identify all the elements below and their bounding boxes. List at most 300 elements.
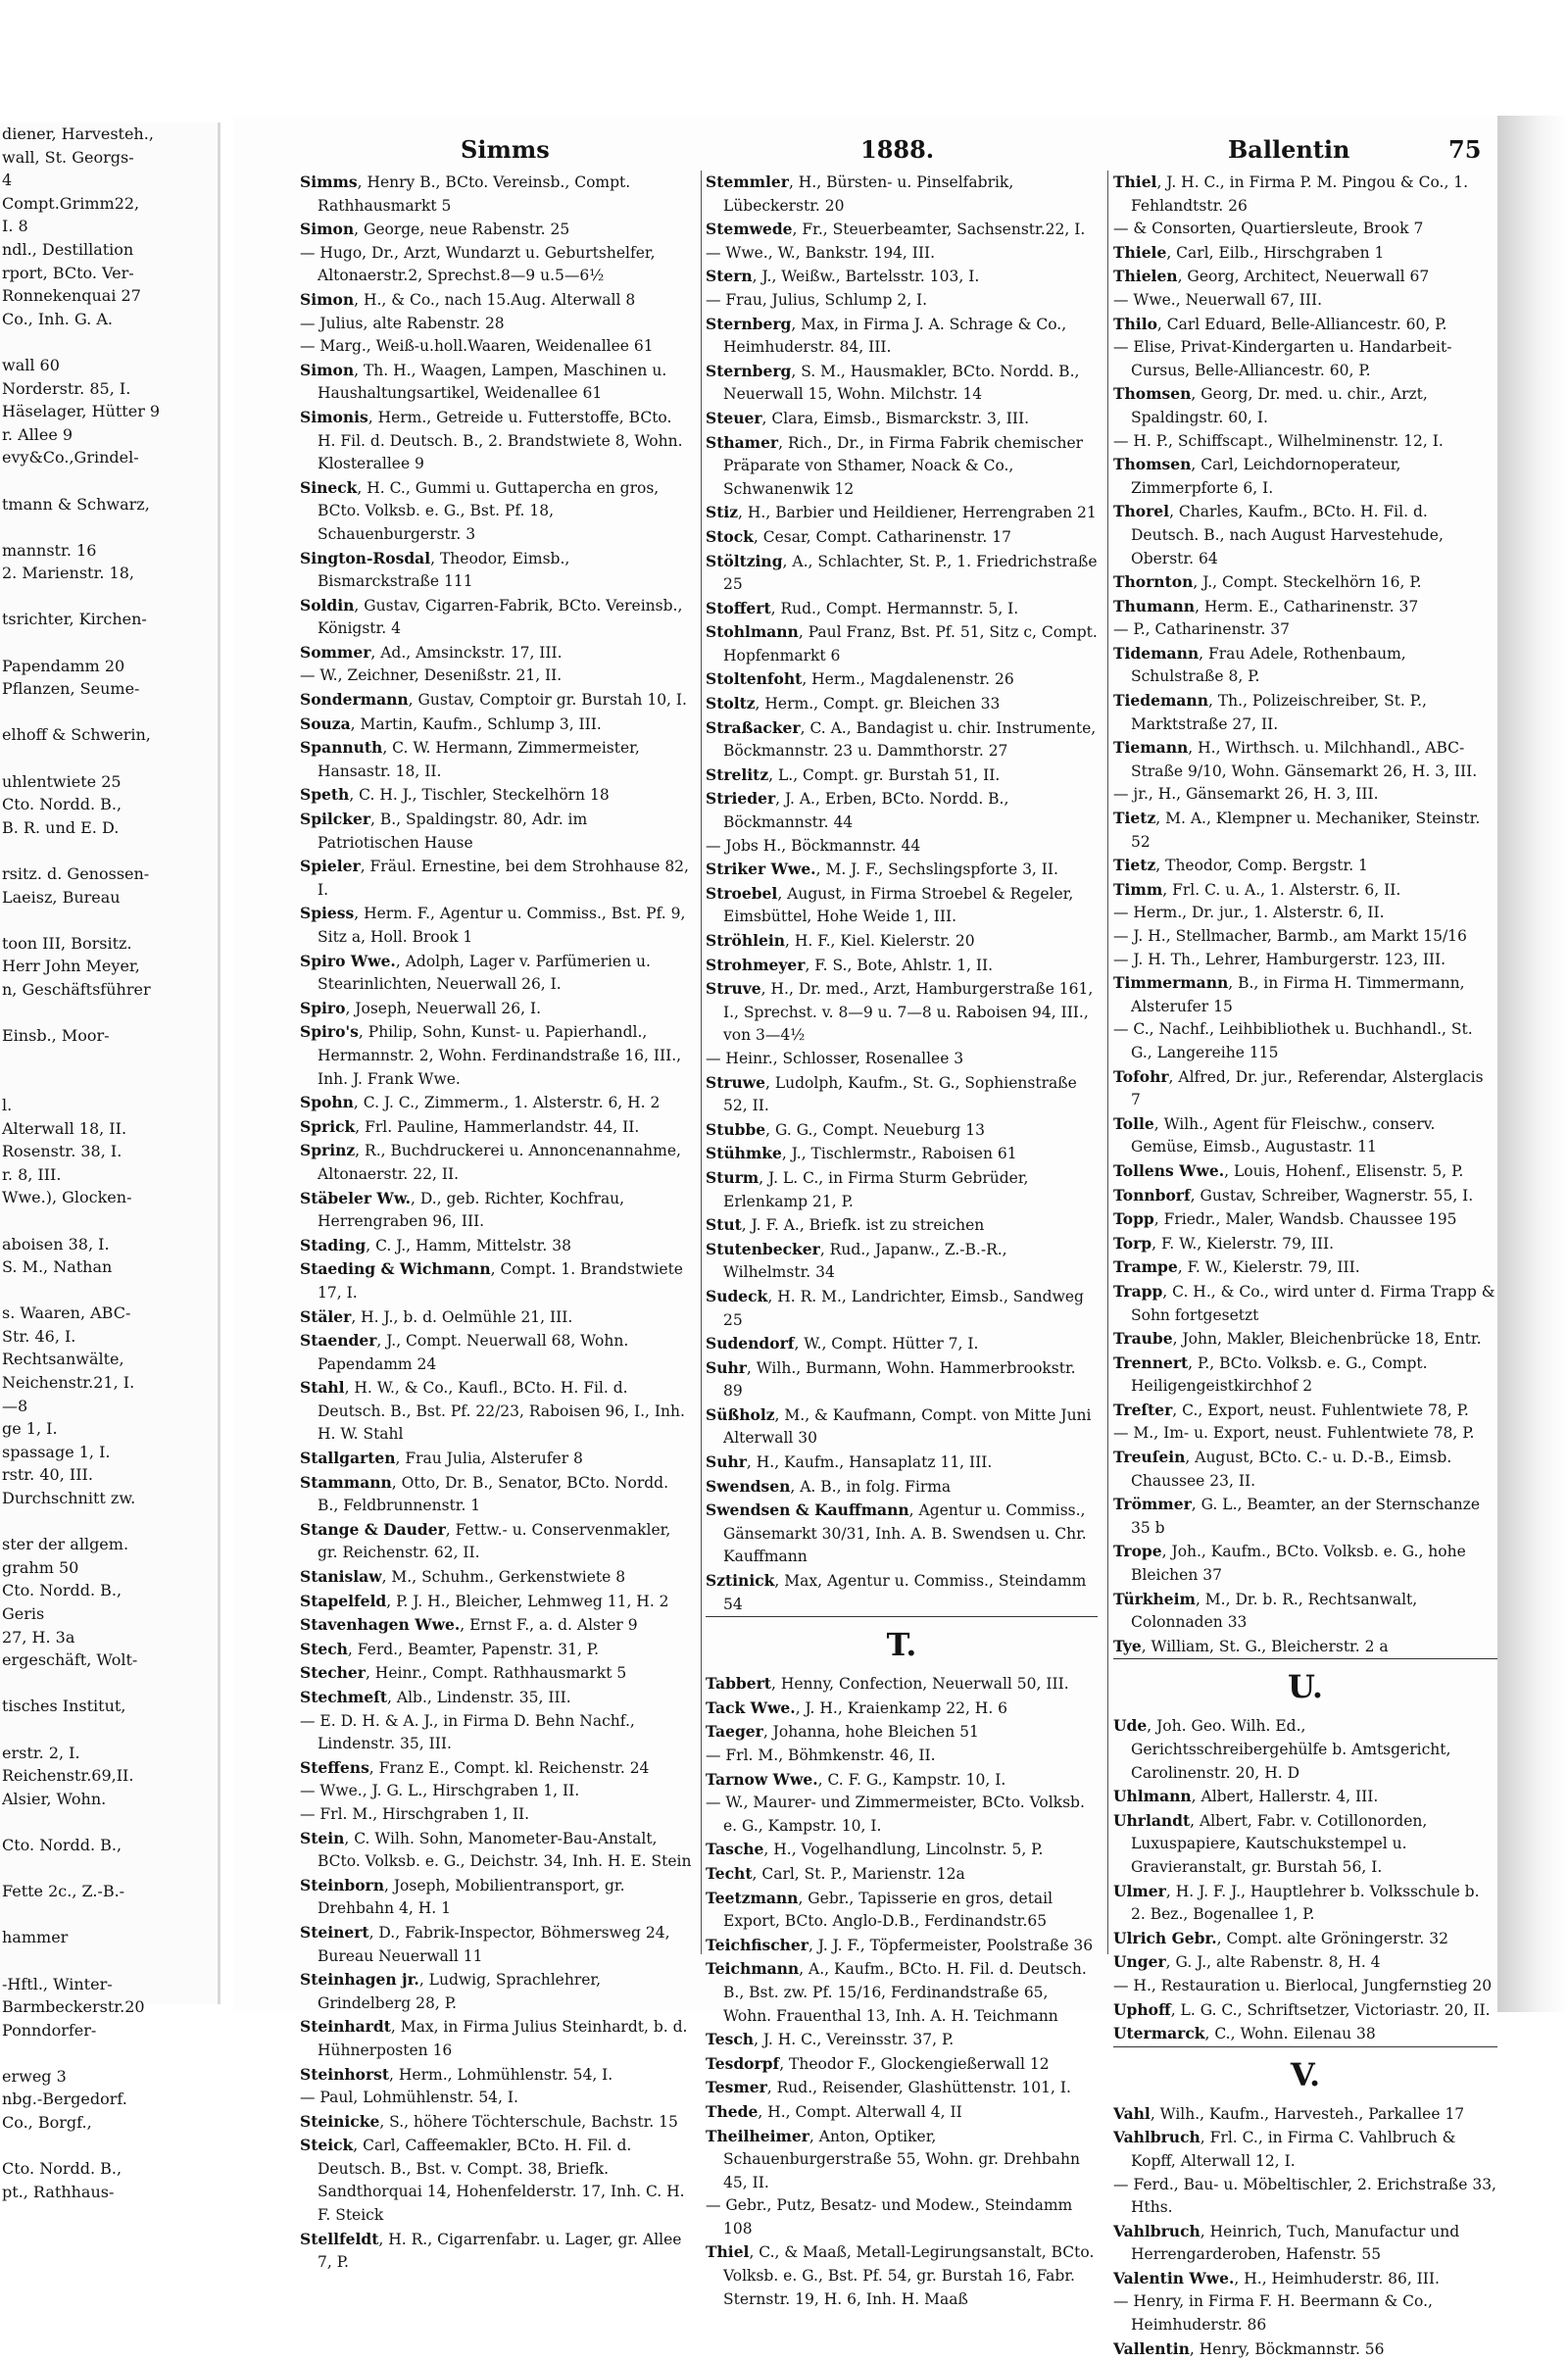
directory-entry: Tollens Wwe., Louis, Hohenf., Elisenstr. 5, P. xyxy=(1113,1160,1464,1180)
entry-name: Sington-Rosdal xyxy=(300,548,431,567)
directory-entry: Tasche, H., Vogelhandlung, Lincolnstr. 5, P. xyxy=(706,1840,1044,1859)
column-divider xyxy=(1107,171,1108,1954)
entry-name: Stock xyxy=(706,526,754,546)
directory-entry: Tietz, M. A., Klempner u. Mechaniker, Steinstr. 52 xyxy=(1113,809,1481,851)
entry-name: Ströhlein xyxy=(706,931,786,950)
left-fragment-line xyxy=(0,2203,218,2227)
left-fragment-line: B. R. und E. D. xyxy=(2,817,120,837)
entry-name: Simonis xyxy=(300,407,368,426)
left-fragment-line: S. M., Nathan xyxy=(2,1257,113,1277)
year-heading: 1888. xyxy=(860,135,935,164)
left-fragment-line: Co., Borgf., xyxy=(2,2113,92,2133)
directory-entry: Tesch, J. H. C., Vereinsstr. 37, P. xyxy=(706,2030,955,2049)
left-fragment-line: Geris xyxy=(2,1604,45,1623)
directory-entry: Sztinick, Max, Agentur u. Commiss., Steindamm 54 xyxy=(706,1571,1087,1613)
directory-entry: Suhr, H., Kaufm., Hansaplatz 11, III. xyxy=(706,1452,993,1472)
entry-name: Stoffert xyxy=(706,598,771,617)
entry-name: Swendsen xyxy=(706,1476,791,1496)
left-fragment-line xyxy=(0,631,218,655)
directory-entry: Sommer, Ad., Amsinckstr. 17, III. xyxy=(300,642,563,662)
entry-name: Stöltzing xyxy=(706,551,783,570)
entry-name: Strelitz xyxy=(706,764,769,784)
directory-entry: Taeger, Johanna, hohe Bleichen 51 xyxy=(706,1722,979,1742)
directory-entry: Teetzmann, Gebr., Tapisserie en gros, detail Export, BCto. Anglo-D.B., Ferdinandstr.65 xyxy=(706,1888,1054,1931)
left-fragment-line xyxy=(0,516,218,539)
left-fragment-line: rstr. 40, III. xyxy=(2,1465,93,1485)
directory-entry: Thede, H., Compt. Alterwall 4, II xyxy=(706,2101,962,2121)
entry-name: Steick xyxy=(300,2136,354,2155)
entry-name: Teetzmann xyxy=(706,1888,799,1907)
directory-entry: Vahlbruch, Heinrich, Tuch, Manufactur und Herrengarderoben, Hafenstr. 55 xyxy=(1113,2221,1460,2264)
directory-entry: Vallentin, Henry, Böckmannstr. 56 xyxy=(1113,2338,1385,2358)
entry-name: Vallentin xyxy=(1113,2338,1190,2358)
directory-entry: — & Consorten, Quartiersleute, Brook 7 xyxy=(1113,220,1424,238)
directory-entry: Simms, Henry B., BCto. Vereinsb., Compt. Rathhausmarkt 5 xyxy=(300,172,631,215)
directory-entry: Tack Wwe., J. H., Kraienkamp 22, H. 6 xyxy=(706,1697,1008,1717)
left-fragment-line: Herr John Meyer, xyxy=(2,957,140,976)
directory-entry: Techt, Carl, St. P., Marienstr. 12a xyxy=(706,1863,965,1883)
entry-name: Sineck xyxy=(300,477,358,497)
entry-name: Stroebel xyxy=(706,883,778,903)
entry-name: Sommer xyxy=(300,642,371,662)
directory-entry: Stoltenfoht, Herm., Magdalenenstr. 26 xyxy=(706,669,1014,689)
directory-entry: — Frl. M., Böhmkenstr. 46, II. xyxy=(706,1746,936,1764)
left-fragment-line: hammer xyxy=(2,1928,69,1947)
entry-name: Vahlbruch xyxy=(1113,2221,1200,2240)
directory-entry: Stellfeldt, H. R., Cigarrenfabr. u. Lager, gr. Allee 7, P. xyxy=(300,2229,682,2272)
directory-entry: Trömmer, G. L., Beamter, an der Sternschanze 35 b xyxy=(1113,1495,1481,1537)
entry-name: Sudendorf xyxy=(706,1334,795,1353)
directory-entry: Treſter, C., Export, neust. Fuhlentwiete 78, P. xyxy=(1113,1400,1469,1419)
directory-entry: Teichfischer, J. J. F., Töpfermeister, Poolstraße 36 xyxy=(706,1935,1094,1954)
section-rule xyxy=(1113,1658,1497,1659)
entry-name: Speth xyxy=(300,785,350,805)
left-fragment-line: Barmbeckerstr.20 xyxy=(2,1997,145,2017)
directory-entry: Spieler, Fräul. Ernestine, bei dem Strohhause 82, I. xyxy=(300,857,689,899)
entry-name: Stapelfeld xyxy=(300,1591,387,1610)
entry-name: Steinborn xyxy=(300,1875,384,1894)
directory-entry: Stechmeſt, Alb., Lindenstr. 35, III. xyxy=(300,1688,571,1706)
directory-entry: Tonnborf, Gustav, Schreiber, Wagnerstr. 55, I. xyxy=(1113,1185,1474,1205)
directory-entry: Strieder, J. A., Erben, BCto. Nordd. B., Böckmannstr. 44 xyxy=(706,789,1009,832)
entry-name: Thielen xyxy=(1113,267,1178,286)
running-head-left: Simms xyxy=(461,135,550,164)
left-fragment-line: Durchschnitt zw. xyxy=(2,1489,136,1508)
left-fragment-line: evy&Co.,Grindel- xyxy=(2,448,139,467)
left-fragment-line: aboisen 38, I. xyxy=(2,1234,110,1254)
directory-entry: Thiel, C., & Maaß, Metall-Legirungsanstalt, BCto. Volksb. e. G., Bst. Pf. 54, gr. Burstah 16, Fabr. Sternstr. 19, H. 6, Inh. H. Maaß xyxy=(706,2242,1095,2308)
entry-name: Spieler xyxy=(300,857,361,876)
directory-entry: Stiz, H., Barbier und Heildiener, Herrengraben 21 xyxy=(706,503,1097,522)
left-fragment-line: tmann & Schwarz, xyxy=(2,494,150,514)
directory-entry: — Wwe., Neuerwall 67, III. xyxy=(1113,290,1323,309)
section-letter: U. xyxy=(1287,1668,1324,1706)
left-fragment-line: tsrichter, Kirchen- xyxy=(2,610,147,629)
directory-entry: Stapelfeld, P. J. H., Bleicher, Lehmweg 11, H. 2 xyxy=(300,1591,669,1610)
directory-entry: Tiedemann, Th., Polizeischreiber, St. P., Marktstraße 27, II. xyxy=(1113,691,1427,733)
directory-entry: Thumann, Herm. E., Catharinenstr. 37 xyxy=(1113,596,1419,615)
directory-entry: Steffens, Franz E., Compt. kl. Reichenstr. 24 xyxy=(300,1757,650,1777)
left-fragment-line xyxy=(0,1279,218,1303)
directory-entry: — W., Maurer- und Zimmermeister, BCto. Volksb. e. G., Kampstr. 10, I. xyxy=(706,1794,1085,1835)
left-fragment-line xyxy=(0,909,218,932)
entry-name: Valentin Wwe. xyxy=(1113,2268,1235,2287)
entry-name: Staender xyxy=(300,1331,377,1351)
entry-name: Stäler xyxy=(300,1306,352,1326)
entry-name: Tesdorpf xyxy=(706,2053,780,2073)
entry-name: Tofohr xyxy=(1113,1066,1169,1086)
directory-entry: Swendsen & Kauffmann, Agentur u. Commiss., Gänsemarkt 30/31, Inh. A. B. Swendsen u. Chr. Kauffmann xyxy=(706,1500,1087,1566)
entry-name: Stubbe xyxy=(706,1119,766,1139)
entry-name: Trope xyxy=(1113,1542,1162,1561)
directory-entry: Struwe, Ludolph, Kaufm., St. G., Sophienstraße 52, II. xyxy=(706,1072,1077,1115)
entry-name: Unger xyxy=(1113,1952,1166,1972)
directory-entry: Staender, J., Compt. Neuerwall 68, Wohn. Papendamm 24 xyxy=(300,1331,629,1373)
entry-name: Steffens xyxy=(300,1757,369,1777)
left-fragment-line xyxy=(0,747,218,770)
left-fragment-line: Alterwall 18, II. xyxy=(2,1118,127,1138)
directory-entry: Struve, H., Dr. med., Arzt, Hamburgerstraße 161, I., Sprechst. v. 8—9 u. 7—8 u. Raboisen 94, III., von 3—4½ xyxy=(706,979,1094,1045)
entry-name: Tietz xyxy=(1113,809,1156,828)
left-fragment-line: rport, BCto. Ver- xyxy=(2,263,134,282)
directory-entry: Thiel, J. H. C., in Firma P. M. Pingou & Co., 1. Fehlandtstr. 26 xyxy=(1113,172,1469,215)
column-2 xyxy=(706,171,1098,2311)
directory-entry: Uhlmann, Albert, Hallerstr. 4, III. xyxy=(1113,1787,1379,1806)
section-letter: T. xyxy=(886,1626,917,1664)
directory-entry: Ude, Joh. Geo. Wilh. Ed., Gerichtsschreibergehülfe b. Amtsgericht, Carolinenstr. 20, H. D xyxy=(1113,1716,1451,1782)
entry-name: Tollens Wwe. xyxy=(1113,1160,1225,1180)
directory-entry: Traube, John, Makler, Bleichenbrücke 18, Entr. xyxy=(1113,1329,1482,1349)
directory-entry: Spiro, Joseph, Neuerwall 26, I. xyxy=(300,998,541,1017)
directory-entry: Timm, Frl. C. u. A., 1. Alsterstr. 6, II. xyxy=(1113,879,1401,899)
entry-name: Thiele xyxy=(1113,242,1167,262)
directory-entry: — Gebr., Putz, Besatz- und Modew., Steindamm 108 xyxy=(706,2196,1073,2238)
directory-entry: Simon, H., & Co., nach 15.Aug. Alterwall 8 xyxy=(300,289,636,309)
entry-name: Suhr xyxy=(706,1452,747,1472)
entry-name: Tack Wwe. xyxy=(706,1697,796,1717)
directory-entry: Stein, C. Wilh. Sohn, Manometer-Bau-Anstalt, BCto. Volksb. e. G., Deichstr. 34, Inh. H. E. Stein xyxy=(300,1828,692,1871)
directory-entry: Türkheim, M., Dr. b. R., Rechtsanwalt, Colonnaden 33 xyxy=(1113,1589,1418,1632)
entry-name: Vahl xyxy=(1113,2103,1151,2123)
directory-entry: Uphoff, L. G. C., Schriftsetzer, Victoriastr. 20, II. xyxy=(1113,1999,1491,2019)
entry-name: Türkheim xyxy=(1113,1589,1196,1608)
entry-name: Thumann xyxy=(1113,596,1196,615)
directory-entry: Thomsen, Carl, Leichdornoperateur, Zimmerpforte 6, I. xyxy=(1113,455,1401,497)
left-fragment-line: Neichenstr.21, I. xyxy=(2,1373,135,1393)
directory-entry: Spohn, C. J. C., Zimmerm., 1. Alsterstr. 6, H. 2 xyxy=(300,1093,661,1112)
directory-entry: Sudendorf, W., Compt. Hütter 7, I. xyxy=(706,1334,979,1353)
left-fragment-line: Wwe.), Glocken- xyxy=(2,1188,132,1207)
left-fragment-line: Pflanzen, Seume- xyxy=(2,679,140,699)
directory-entry: — W., Zeichner, Desenißstr. 21, II. xyxy=(300,666,563,685)
entry-name: Stech xyxy=(300,1639,348,1658)
entry-name: Steuer xyxy=(706,408,762,427)
left-fragment-line: erstr. 2, I. xyxy=(2,1743,80,1762)
directory-entry: Stemmler, H., Bürsten- u. Pinselfabrik, Lübeckerstr. 20 xyxy=(706,172,1014,215)
left-fragment-line: rsitz. d. Genossen- xyxy=(2,864,150,883)
directory-entry: Stemwede, Fr., Steuerbeamter, Sachsenstr.22, I. xyxy=(706,220,1086,239)
directory-entry: — Wwe., W., Bankstr. 194, III. xyxy=(706,243,936,262)
directory-entry: Swendsen, A. B., in folg. Firma xyxy=(706,1476,952,1496)
directory-entry: — H., Restauration u. Bierlocal, Jungfernstieg 20 xyxy=(1113,1976,1493,1994)
directory-entry: Strohmeyer, F. S., Bote, Ahlstr. 1, II. xyxy=(706,955,994,974)
directory-entry: Simonis, Herm., Getreide u. Futterstoffe, BCto. H. Fil. d. Deutsch. B., 2. Brandstwiete 8, Wohn. Klosterallee 9 xyxy=(300,407,683,473)
directory-entry: Stühmke, J., Tischlermstr., Raboisen 61 xyxy=(706,1144,1017,1163)
directory-entry: Tesmer, Rud., Reisender, Glashüttenstr. 101, I. xyxy=(706,2078,1071,2097)
directory-entry: Soldin, Gustav, Cigarren-Fabrik, BCto. Vereinsb., Königstr. 4 xyxy=(300,595,683,638)
directory-entry: Treuſein, August, BCto. C.- u. D.-B., Eimsb. Chaussee 23, II. xyxy=(1113,1448,1452,1490)
entry-name: Thorel xyxy=(1113,502,1170,521)
directory-entry: — C., Nachf., Leihbibliothek u. Buchhandl., St. G., Langereihe 115 xyxy=(1113,1020,1473,1061)
directory-entry: — Heinr., Schlosser, Rosenallee 3 xyxy=(706,1049,964,1067)
directory-entry: — Elise, Privat-Kindergarten u. Handarbeit-Cursus, Belle-Alliancestr. 60, P. xyxy=(1113,338,1452,379)
directory-entry: Vahl, Wilh., Kaufm., Harvesteh., Parkallee 17 xyxy=(1113,2103,1465,2123)
directory-entry: — Marg., Weiß-u.holl.Waaren, Weidenallee 61 xyxy=(300,337,654,356)
entry-name: Stallgarten xyxy=(300,1449,396,1468)
directory-entry: Steinicke, S., höhere Töchterschule, Bachstr. 15 xyxy=(300,2111,678,2131)
directory-entry: Sprick, Frl. Pauline, Hammerlandstr. 44, II. xyxy=(300,1116,640,1136)
left-fragment-line xyxy=(0,1718,218,1742)
entry-name: Tabbert xyxy=(706,1674,771,1694)
entry-name: Spiro Wwe. xyxy=(300,951,396,970)
directory-entry: Topp, Friedr., Maler, Wandsb. Chaussee 195 xyxy=(1113,1209,1457,1229)
left-fragment-line: Einsb., Moor- xyxy=(2,1026,110,1046)
entry-name: Tye xyxy=(1113,1636,1142,1655)
section-letter: V. xyxy=(1290,2055,1321,2093)
left-fragment-line: Alsier, Wohn. xyxy=(2,1789,107,1808)
directory-entry: — P., Catharinenstr. 37 xyxy=(1113,620,1291,639)
directory-entry: Spannuth, C. W. Hermann, Zimmermeister, Hansastr. 18, II. xyxy=(300,738,640,780)
entry-name: Tolle xyxy=(1113,1113,1154,1133)
directory-entry: Simon, George, neue Rabenstr. 25 xyxy=(300,220,570,239)
directory-entry: Simon, Th. H., Waagen, Lampen, Maschinen u. Haushaltungsartikel, Weidenallee 61 xyxy=(300,360,667,403)
entry-name: Tietz xyxy=(1113,856,1156,875)
left-fragment-line: Rechtsanwälte, xyxy=(2,1350,124,1369)
left-fragment-line: ndl., Destillation xyxy=(2,239,134,259)
directory-entry: — Julius, alte Rabenstr. 28 xyxy=(300,314,505,332)
directory-entry: Sternberg, Max, in Firma J. A. Schrage & Co., Heimhuderstr. 84, III. xyxy=(706,314,1067,357)
entry-name: Stein xyxy=(300,1828,345,1847)
left-fragment-line: Cto. Nordd. B., xyxy=(2,2159,122,2179)
directory-entry: Ulmer, H. J. F. J., Hauptlehrer b. Volksschule b. 2. Bez., Bogenallee 1, P. xyxy=(1113,1881,1480,1924)
entry-name: Teichfischer xyxy=(706,1935,808,1954)
left-fragment-line: ster der allgem. xyxy=(2,1535,129,1554)
left-fragment-line: wall, St. Georgs- xyxy=(2,147,134,167)
directory-entry: Tidemann, Frau Adele, Rothenbaum, Schulstraße 8, P. xyxy=(1113,643,1406,686)
left-fragment-line: spassage 1, I. xyxy=(2,1442,111,1461)
directory-entry: Sturm, J. L. C., in Firma Sturm Gebrüder, Erlenkamp 21, P. xyxy=(706,1167,1029,1210)
left-fragment-line: tisches Institut, xyxy=(2,1697,126,1716)
entry-name: Stutenbecker xyxy=(706,1239,820,1258)
left-fragment-line xyxy=(0,1672,218,1696)
entry-name: Souza xyxy=(300,713,351,733)
directory-entry: Uhrlandt, Albert, Fabr. v. Cotillonorden, Luxuspapiere, Kautschukstempel u. Gravieranstalt, gr. Burstah 56, I. xyxy=(1113,1810,1428,1876)
entry-name: Steinicke xyxy=(300,2111,380,2131)
directory-entry: Stanislaw, M., Schuhm., Gerkenstwiete 8 xyxy=(300,1567,626,1587)
left-fragment-line xyxy=(0,330,218,354)
left-fragment-line: 2. Marienstr. 18, xyxy=(2,564,134,583)
left-page-fragment xyxy=(0,123,220,2201)
directory-entry: Ulrich Gebr., Compt. alte Gröningerstr. 32 xyxy=(1113,1928,1448,1947)
left-fragment-line: r. 8, III. xyxy=(2,1164,62,1184)
directory-entry: — M., Im- u. Export, neust. Fuhlentwiete 78, P. xyxy=(1113,1424,1475,1443)
entry-name: Taeger xyxy=(706,1722,763,1742)
directory-entry: Stoltz, Herm., Compt. gr. Bleichen 33 xyxy=(706,694,1001,713)
directory-entry: Stock, Cesar, Compt. Catharinenstr. 17 xyxy=(706,526,1011,546)
left-fragment-line: -Hftl., Winter- xyxy=(2,1974,113,1993)
entry-name: Spannuth xyxy=(300,738,383,758)
directory-entry: Stäler, H. J., b. d. Oelmühle 21, III. xyxy=(300,1306,573,1326)
directory-entry: Stubbe, G. G., Compt. Neueburg 13 xyxy=(706,1119,985,1139)
entry-name: Thomsen xyxy=(1113,384,1192,404)
entry-name: Strieder xyxy=(706,789,776,809)
entry-name: Stecher xyxy=(300,1663,366,1683)
entry-name: Simon xyxy=(300,360,355,379)
directory-entry: Spilcker, B., Spaldingstr. 80, Adr. im Patriotischen Hause xyxy=(300,810,588,852)
entry-name: Sturm xyxy=(706,1167,760,1187)
entry-name: Timmermann xyxy=(1113,973,1229,993)
directory-entry: Thielen, Georg, Architect, Neuerwall 67 xyxy=(1113,267,1430,286)
entry-name: Stahl xyxy=(300,1378,345,1398)
entry-name: Swendsen & Kauffmann xyxy=(706,1500,909,1520)
directory-entry: — H. P., Schiffscapt., Wilhelminenstr. 12, I. xyxy=(1113,431,1444,450)
directory-entry: Stavenhagen Wwe., Ernst F., a. d. Alster 9 xyxy=(300,1615,638,1635)
directory-entry: Steuer, Clara, Eimsb., Bismarckstr. 3, III. xyxy=(706,408,1030,427)
entry-name: Struwe xyxy=(706,1072,765,1092)
left-fragment-line: Str. 46, I. xyxy=(2,1326,76,1346)
left-fragment-line: r. Allee 9 xyxy=(2,424,74,444)
entry-name: Stellfeldt xyxy=(300,2229,379,2248)
directory-entry: Speth, C. H. J., Tischler, Steckelhörn 18 xyxy=(300,785,610,805)
directory-entry: Theilheimer, Anton, Optiker, Schauenburgerstraße 55, Wohn. gr. Drehbahn 45, II. xyxy=(706,2126,1080,2191)
directory-entry: Sthamer, Rich., Dr., in Firma Fabrik chemischer Präparate von Sthamer, Noack & Co., Schwanenwik 12 xyxy=(706,432,1084,498)
left-fragment-line: uhlentwiete 25 xyxy=(2,771,122,791)
left-fragment-line: l. xyxy=(2,1095,13,1114)
entry-name: Stange & Dauder xyxy=(300,1519,446,1539)
entry-name: Sternberg xyxy=(706,314,792,333)
entry-name: Tiemann xyxy=(1113,738,1189,758)
entry-name: Stading xyxy=(300,1235,367,1254)
entry-name: Topp xyxy=(1113,1209,1154,1229)
entry-name: Sztinick xyxy=(706,1571,775,1591)
entry-name: Vahlbruch xyxy=(1113,2128,1200,2147)
directory-entry: Stut, J. F. A., Briefk. ist zu streichen xyxy=(706,1215,985,1235)
left-fragment-line xyxy=(0,1949,218,1973)
entry-name: Treſter xyxy=(1113,1400,1173,1419)
entry-name: Strohmeyer xyxy=(706,955,806,974)
left-fragment-line: Fette 2c., Z.-B.- xyxy=(2,1882,125,1901)
directory-entry: Stading, C. J., Hamm, Mittelstr. 38 xyxy=(300,1235,571,1254)
entry-name: Thornton xyxy=(1113,572,1194,592)
entry-name: Struve xyxy=(706,979,761,999)
entry-name: Simms xyxy=(300,172,358,191)
directory-entry: Tofohr, Alfred, Dr. jur., Referendar, Alsterglacis 7 xyxy=(1113,1066,1484,1109)
entry-name: Stühmke xyxy=(706,1144,782,1163)
left-fragment-line: wall 60 xyxy=(2,355,60,374)
section-rule xyxy=(1113,2046,1497,2047)
left-fragment-line: erweg 3 xyxy=(2,2066,67,2086)
left-fragment-line: diener, Harvesteh., xyxy=(2,124,154,143)
directory-entry: Teichmann, A., Kaufm., BCto. H. Fil. d. Deutsch. B., Bst. zw. Pf. 15/16, Ferdinandstraße 65, Wohn. Frauenthal 13, Inh. A. H. Teichmann xyxy=(706,1959,1087,2025)
entry-name: Tonnborf xyxy=(1113,1185,1191,1205)
directory-entry: Unger, G. J., alte Rabenstr. 8, H. 4 xyxy=(1113,1952,1381,1972)
left-fragment-line: mannstr. 16 xyxy=(2,540,97,560)
entry-name: Ulrich Gebr. xyxy=(1113,1928,1217,1947)
left-fragment-line: Cto. Nordd. B., xyxy=(2,795,122,814)
entry-name: Thiel xyxy=(706,2242,750,2262)
directory-entry: Staeding & Wichmann, Compt. 1. Brandstwiete 17, I. xyxy=(300,1259,683,1302)
entry-name: Tarnow Wwe. xyxy=(706,1769,818,1789)
entry-name: Thede xyxy=(706,2101,759,2121)
left-fragment-line: I. 8 xyxy=(2,217,28,236)
running-head-right: Ballentin xyxy=(1228,135,1350,164)
column-1 xyxy=(300,171,692,2275)
entry-name: Spiro's xyxy=(300,1022,359,1042)
entry-name: Stäbeler Ww. xyxy=(300,1188,411,1207)
left-fragment-line: Ronnekenquai 27 xyxy=(2,286,141,306)
directory-entry: Valentin Wwe., H., Heimhuderstr. 86, III. xyxy=(1113,2268,1440,2287)
entry-name: Uphoff xyxy=(1113,1999,1171,2019)
entry-name: Sprinz xyxy=(300,1141,356,1160)
directory-entry: Stöltzing, A., Schlachter, St. P., 1. Friedrichstraße 25 xyxy=(706,551,1098,594)
left-fragment-line: Papendamm 20 xyxy=(2,656,125,675)
directory-entry: Timmermann, B., in Firma H. Timmermann, Alsterufer 15 xyxy=(1113,973,1465,1015)
directory-entry: Spiess, Herm. F., Agentur u. Commiss., Bst. Pf. 9, Sitz a, Holl. Brook 1 xyxy=(300,904,686,946)
directory-entry: Tye, William, St. G., Bleicherstr. 2 a xyxy=(1113,1636,1389,1655)
directory-entry: Stohlmann, Paul Franz, Bst. Pf. 51, Sitz c, Compt. Hopfenmarkt 6 xyxy=(706,622,1098,664)
entry-name: Straßacker xyxy=(706,717,801,737)
left-fragment-line xyxy=(0,839,218,862)
entry-name: Ulmer xyxy=(1113,1881,1166,1900)
entry-name: Trömmer xyxy=(1113,1495,1192,1514)
left-fragment-line xyxy=(0,701,218,724)
left-fragment-line: s. Waaren, ABC- xyxy=(2,1303,131,1323)
entry-name: Torp xyxy=(1113,1233,1152,1253)
entry-name: Stavenhagen Wwe. xyxy=(300,1615,461,1635)
directory-entry: Tesdorpf, Theodor F., Glockengießerwall 12 xyxy=(706,2053,1050,2073)
directory-entry: Torp, F. W., Kielerstr. 79, III. xyxy=(1113,1233,1335,1253)
directory-entry: Tolle, Wilh., Agent für Fleischw., conserv. Gemüse, Eimsb., Augustastr. 11 xyxy=(1113,1113,1436,1156)
left-fragment-line: Ponndorfer- xyxy=(2,2020,97,2040)
entry-name: Süßholz xyxy=(706,1404,775,1424)
left-fragment-line: Norderstr. 85, I. xyxy=(2,378,131,398)
left-fragment-line: Laeisz, Bureau xyxy=(2,887,121,907)
directory-entry: Thomsen, Georg, Dr. med. u. chir., Arzt, Spaldingstr. 60, I. xyxy=(1113,384,1428,426)
left-fragment-line: Reichenstr.69,II. xyxy=(2,1766,134,1786)
left-fragment-line: n, Geschäftsführer xyxy=(2,979,151,999)
directory-entry: Trapp, C. H., & Co., wird unter d. Firma Trapp & Sohn fortgesetzt xyxy=(1113,1281,1495,1324)
page-header xyxy=(233,135,1497,167)
directory-entry: Stahl, H. W., & Co., Kaufl., BCto. H. Fil. d. Deutsch. B., Bst. Pf. 22/23, Raboisen 96, I., Inh. H. W. Stahl xyxy=(300,1378,685,1444)
entry-name: Simon xyxy=(300,289,355,309)
directory-entry: Ströhlein, H. F., Kiel. Kielerstr. 20 xyxy=(706,931,975,950)
directory-entry: Sternberg, S. M., Hausmakler, BCto. Nordd. B., Neuerwall 15, Wohn. Milchstr. 14 xyxy=(706,361,1080,404)
entry-name: Uhrlandt xyxy=(1113,1810,1191,1830)
directory-entry: Suhr, Wilh., Burmann, Wohn. Hammerbrookstr. 89 xyxy=(706,1357,1076,1401)
directory-entry: Stroebel, August, in Firma Stroebel & Regeler, Eimsbüttel, Hohe Weide 1, III. xyxy=(706,883,1074,926)
entry-name: Stohlmann xyxy=(706,622,799,642)
left-fragment-line xyxy=(0,1070,218,1094)
directory-entry: — Henry, in Firma F. H. Beermann & Co., Heimhuderstr. 86 xyxy=(1113,2292,1433,2335)
entry-name: Tidemann xyxy=(1113,643,1200,663)
left-fragment-line: Co., Inh. G. A. xyxy=(2,309,113,328)
directory-entry: Stutenbecker, Rud., Japanw., Z.-B.-R., Wilhelmstr. 34 xyxy=(706,1239,1007,1282)
directory-entry: Steinborn, Joseph, Mobilientransport, gr. Drehbahn 4, H. 1 xyxy=(300,1875,625,1918)
entry-name: Ude xyxy=(1113,1716,1148,1736)
directory-entry: Sington-Rosdal, Theodor, Eimsb., Bismarckstraße 111 xyxy=(300,548,570,591)
entry-name: Spilcker xyxy=(300,810,371,829)
left-fragment-line: 27, H. 3a xyxy=(2,1627,75,1647)
